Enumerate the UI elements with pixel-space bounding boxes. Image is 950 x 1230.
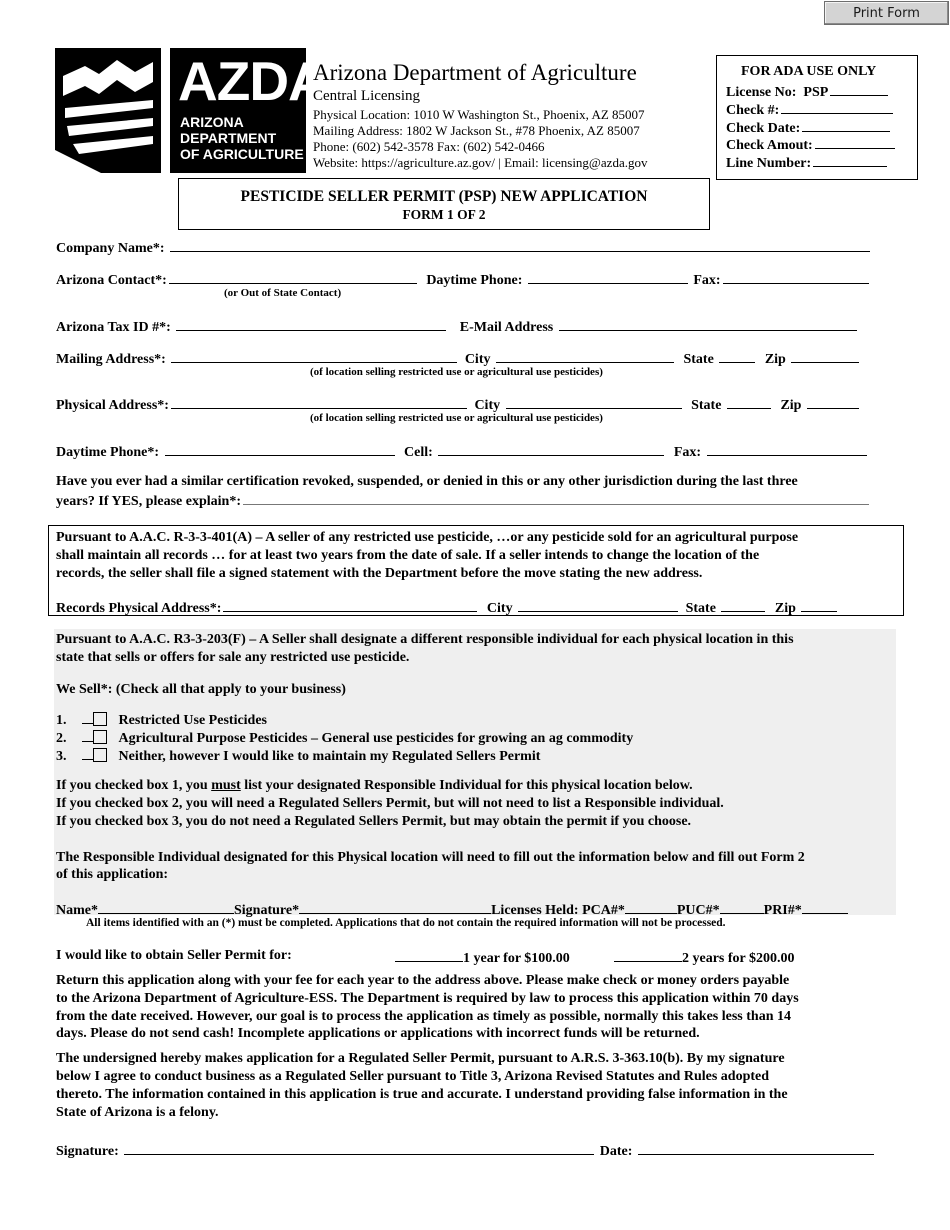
tax-id-field[interactable] [176, 317, 446, 331]
ri-pri-field[interactable] [802, 900, 848, 914]
ada-title: FOR ADA USE ONLY [741, 64, 877, 79]
instruction-2: If you checked box 2, you will need a Regulated Sellers Permit, but will not need to list a Responsible individual. [56, 796, 724, 811]
return-para-line2: to the Arizona Department of Agriculture-ESS. The Department is required by law to process this application within 70 days [56, 991, 799, 1006]
ri-signature-label: Signature* [234, 903, 300, 918]
permit-1yr-field[interactable] [395, 948, 463, 962]
undersigned-para-line2: below I agree to conduct business as a Regulated Seller pursuant to Title 3, Arizona Revised Statutes and Rules adopted [56, 1069, 770, 1084]
physical-location-note: (of location selling restricted use or agricultural use pesticides) [310, 412, 603, 424]
mailing-location-note: (of location selling restricted use or agricultural use pesticides) [310, 366, 603, 378]
agency-mailing: Mailing Address: 1802 W Jackson St., #78 Phoenix, AZ 85007 [313, 123, 640, 138]
revoked-question-row [56, 491, 871, 510]
ada-check-amount-row [726, 135, 897, 154]
fax2-field[interactable] [707, 442, 867, 456]
ri-name-field[interactable] [98, 900, 234, 914]
records-zip-field[interactable] [801, 598, 837, 612]
ada-line-number-row [726, 153, 889, 172]
logo-abbr: AZDA [178, 50, 327, 112]
option-2-checkbox[interactable] [93, 730, 107, 744]
physical-city-label: City [474, 398, 501, 413]
signature-field[interactable] [124, 1141, 594, 1155]
responsible-individual-line1: The Responsible Individual designated for this Physical location will need to fill out the information below and fill out Form 2 [56, 850, 805, 865]
we-sell-option-2 [56, 728, 633, 747]
records-text-line2: shall maintain all records … for at least two years from the date of sale. If a seller intends to change the location of the [56, 548, 760, 563]
we-sell-label: We Sell*: (Check all that apply to your business) [56, 682, 346, 697]
agency-name: Arizona Department of Agriculture [313, 60, 637, 85]
company-name-field[interactable] [170, 238, 870, 252]
fax-field[interactable] [723, 270, 869, 284]
fax-label: Fax: [693, 273, 721, 288]
ada-check-date-label: Check Date: [726, 121, 801, 136]
ri-pca-field[interactable] [625, 900, 677, 914]
instruction-1-must: must [211, 778, 241, 793]
revoked-question-line2: years? If YES, please explain*: [56, 494, 241, 509]
ada-check-field[interactable] [781, 100, 893, 114]
ri-puc-field[interactable] [720, 900, 764, 914]
out-of-state-note: (or Out of State Contact) [224, 287, 342, 299]
section-intro-line2: state that sells or offers for sale any restricted use pesticide. [56, 650, 410, 665]
records-state-field[interactable] [721, 598, 765, 612]
ada-license-row [726, 82, 890, 101]
logo-line1: ARIZONA [180, 114, 244, 130]
mailing-address-label: Mailing Address*: [56, 352, 166, 367]
records-city-field[interactable] [518, 598, 678, 612]
ada-use-box [716, 55, 918, 180]
daytime-phone-field[interactable] [528, 270, 688, 284]
logo-line2: DEPARTMENT [180, 130, 277, 146]
instruction-1-pre: If you checked box 1, you [56, 778, 212, 793]
return-para-line4: days. Please do not send cash! Incomplete applications or applications with incorrect funds will be returned. [56, 1026, 700, 1041]
phone-row [56, 442, 869, 461]
cell-label: Cell: [404, 445, 433, 460]
permit-2yr-field[interactable] [614, 948, 682, 962]
date-field[interactable] [638, 1141, 874, 1155]
mailing-zip-field[interactable] [791, 349, 859, 363]
undersigned-para-line1: The undersigned hereby makes application for a Regulated Seller Permit, pursuant to A.R.S. 3-363.10(b). By my signature [56, 1051, 785, 1066]
permit-option-2 [614, 948, 795, 967]
permit-2yr-label: 2 years for $200.00 [682, 951, 795, 966]
mailing-address-field[interactable] [171, 349, 457, 363]
option-1-checkbox[interactable] [93, 712, 107, 726]
ri-pri-label: PRI#* [763, 903, 802, 918]
permit-option-1 [395, 948, 570, 967]
instruction-1 [56, 778, 693, 794]
physical-zip-field[interactable] [807, 395, 859, 409]
option-3-number: 3. [56, 749, 67, 764]
records-text-line1: Pursuant to A.A.C. R-3-3-401(A) – A seller of any restricted use pesticide, …or any pesticide sold for an agricultural purpose [56, 530, 799, 545]
arizona-contact-field[interactable] [169, 270, 417, 284]
company-name-row [56, 238, 872, 257]
ri-signature-field[interactable] [299, 900, 491, 914]
mailing-state-field[interactable] [719, 349, 755, 363]
arizona-contact-row [56, 270, 871, 289]
daytime-phone2-field[interactable] [165, 442, 395, 456]
required-fields-note: All items identified with an (*) must be completed. Applications that do not contain the required information will not be processed. [86, 917, 726, 929]
permit-1yr-label: 1 year for $100.00 [463, 951, 570, 966]
ada-license-prefix: PSP [803, 85, 829, 100]
ri-licenses-label: Licenses Held: PCA#* [491, 903, 625, 918]
form-title-box [178, 178, 710, 230]
option-1-number: 1. [56, 713, 67, 728]
cell-field[interactable] [438, 442, 664, 456]
undersigned-para-line3: thereto. The information contained in this application is true and accurate. I understand providing false information in the [56, 1087, 788, 1102]
instruction-1-post: list your designated Responsible Individual for this physical location below. [240, 778, 693, 793]
arizona-contact-label: Arizona Contact*: [56, 273, 167, 288]
azda-logo [170, 48, 327, 173]
ada-line-number-label: Line Number: [726, 156, 812, 171]
ada-check-amount-label: Check Amout: [726, 138, 813, 153]
physical-address-field[interactable] [171, 395, 467, 409]
option-3-label: Neither, however I would like to maintain my Regulated Sellers Permit [118, 749, 541, 764]
company-name-label: Company Name*: [56, 241, 165, 256]
email-field[interactable] [559, 317, 857, 331]
option-3-checkbox[interactable] [93, 748, 107, 762]
date-label: Date: [599, 1144, 633, 1159]
responsible-individual-section [54, 629, 896, 915]
we-sell-option-1 [56, 710, 267, 729]
agency-division: Central Licensing [313, 88, 421, 104]
revoked-explain-field[interactable] [243, 491, 869, 505]
ada-check-amount-field[interactable] [815, 135, 895, 149]
agency-web: Website: https://agriculture.az.gov/ | Email: licensing@azda.gov [313, 155, 648, 170]
physical-address-label: Physical Address*: [56, 398, 169, 413]
records-city-label: City [486, 601, 513, 616]
mailing-city-field[interactable] [496, 349, 674, 363]
records-address-row [56, 598, 839, 617]
responsible-individual-line2: of this application: [56, 867, 169, 882]
return-para-line3: from the date received. However, our goal is to process the application as timely as possible, normally this takes less than 14 [56, 1009, 791, 1024]
ada-license-field[interactable] [830, 82, 888, 96]
physical-city-field[interactable] [506, 395, 682, 409]
undersigned-para-line4: State of Arizona is a felony. [56, 1105, 219, 1120]
daytime-phone2-label: Daytime Phone*: [56, 445, 160, 460]
arizona-state-logo-icon [55, 48, 161, 173]
physical-zip-label: Zip [780, 398, 802, 413]
physical-state-label: State [691, 398, 722, 413]
revoked-question-line1: Have you ever had a similar certification revoked, suspended, or denied in this or any other jurisdiction during the last three [56, 474, 798, 489]
ri-name-label: Name* [56, 903, 98, 918]
instruction-3: If you checked box 3, you do not need a Regulated Sellers Permit, but may obtain the permit if you choose. [56, 814, 692, 829]
records-zip-label: Zip [774, 601, 796, 616]
agency-phone: Phone: (602) 542-3578 Fax: (602) 542-0466 [313, 139, 545, 154]
option-1-label: Restricted Use Pesticides [118, 713, 268, 728]
option-2-number: 2. [56, 731, 67, 746]
section-intro-line1: Pursuant to A.A.C. R3-3-203(F) – A Seller shall designate a different responsible individual for each physical location in this [56, 632, 794, 647]
physical-state-field[interactable] [727, 395, 771, 409]
tax-id-row [56, 317, 859, 336]
we-sell-option-3 [56, 746, 540, 765]
tax-id-label: Arizona Tax ID #*: [56, 320, 171, 335]
signature-label: Signature: [56, 1144, 119, 1159]
ada-line-number-field[interactable] [813, 153, 887, 167]
option-2-label: Agricultural Purpose Pesticides – General use pesticides for growing an ag commodity [118, 731, 634, 746]
mailing-zip-label: Zip [764, 352, 786, 367]
mailing-city-label: City [464, 352, 491, 367]
ada-check-row [726, 100, 895, 119]
records-address-field[interactable] [223, 598, 477, 612]
records-text-line3: records, the seller shall file a signed statement with the Department before the move stating the new address. [56, 566, 703, 581]
agency-physical: Physical Location: 1010 W Washington St., Phoenix, AZ 85007 [313, 107, 645, 122]
form-title: PESTICIDE SELLER PERMIT (PSP) NEW APPLICATION [240, 188, 648, 205]
ada-license-label: License No: [726, 85, 797, 100]
ada-check-date-field[interactable] [802, 118, 890, 132]
fax2-label: Fax: [673, 445, 702, 460]
permit-label: I would like to obtain Seller Permit for: [56, 948, 292, 963]
return-para-line1: Return this application along with your fee for each year to the address above. Please make check or money orders payable [56, 973, 790, 988]
daytime-phone-label: Daytime Phone: [426, 273, 523, 288]
email-label: E-Mail Address [459, 320, 554, 335]
ri-puc-label: PUC#* [676, 903, 720, 918]
logo-line3: OF AGRICULTURE [180, 146, 304, 162]
form-subtitle: FORM 1 OF 2 [402, 207, 486, 222]
mailing-state-label: State [683, 352, 714, 367]
ada-check-label: Check #: [726, 103, 780, 118]
records-state-label: State [685, 601, 716, 616]
records-address-label: Records Physical Address*: [56, 601, 222, 616]
signature-row [56, 1141, 876, 1160]
print-form-button[interactable]: Print Form [824, 1, 949, 25]
